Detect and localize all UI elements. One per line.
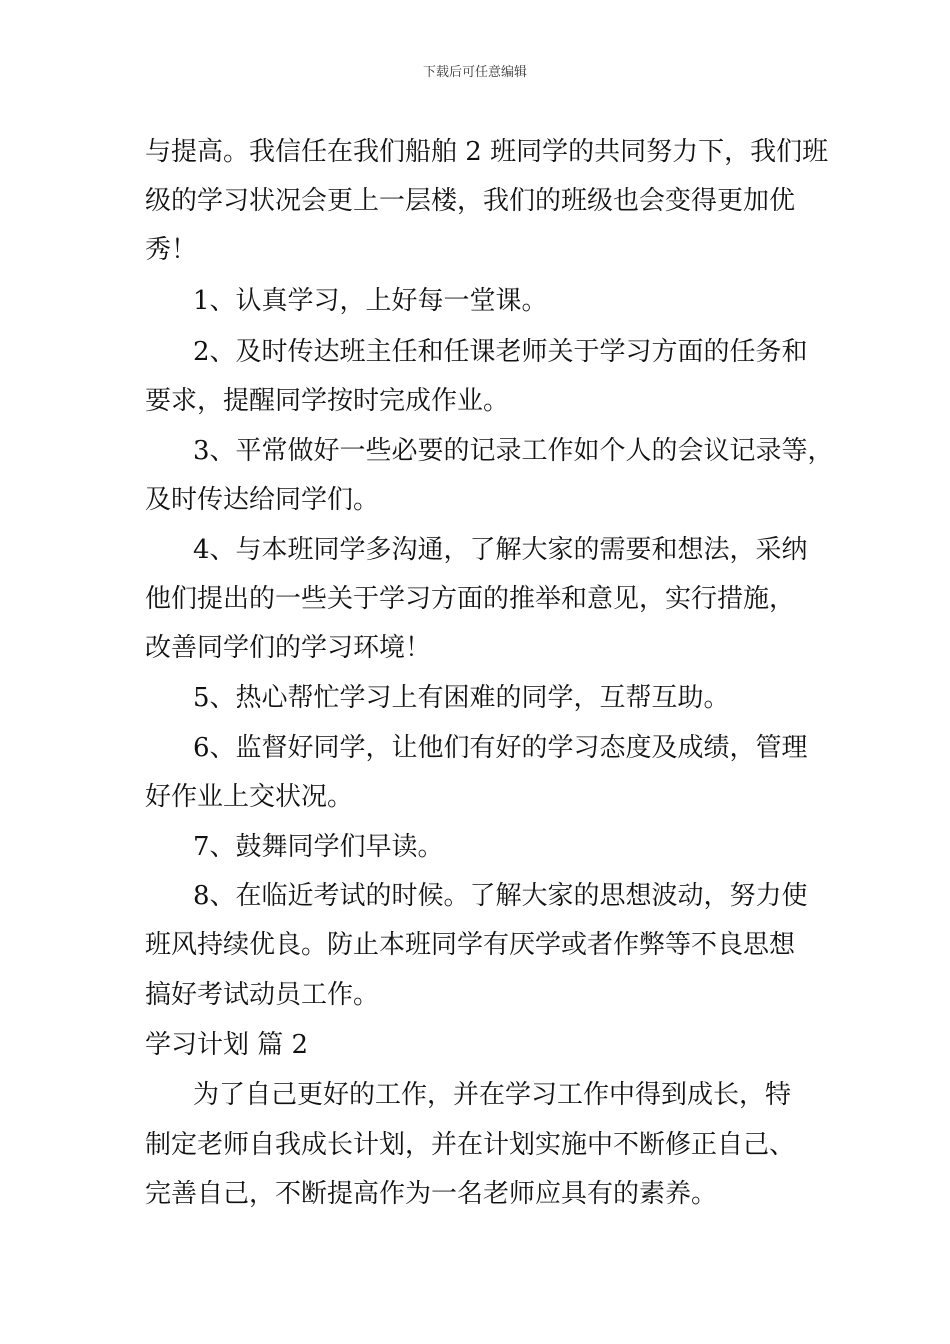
section-paragraph-line: 为了自己更好的工作，并在学习工作中得到成长，特 xyxy=(193,1080,792,1110)
list-item-8-continued: 搞好考试动员工作。 xyxy=(145,980,380,1010)
paragraph-line: 秀！ xyxy=(145,235,198,265)
section-heading: 学习计划 篇 2 xyxy=(145,1030,309,1060)
section-paragraph-line: 完善自己，不断提高作为一名老师应具有的素养。 xyxy=(145,1179,718,1209)
list-item-2-continued: 要求，提醒同学按时完成作业。 xyxy=(145,386,510,416)
paragraph-line: 与提高。我信任在我们船舶 2 班同学的共同努力下，我们班 xyxy=(145,137,829,167)
list-item-4-continued: 改善同学们的学习环境！ xyxy=(145,633,432,663)
list-item-8-continued: 班风持续优良。防止本班同学有厌学或者作弊等不良思想 xyxy=(145,930,796,960)
list-item-3-continued: 及时传达给同学们。 xyxy=(145,485,380,515)
list-item-7: 7、鼓舞同学们早读。 xyxy=(193,832,444,862)
list-item-3: 3、平常做好一些必要的记录工作如个人的会议记录等， xyxy=(193,436,834,466)
list-item-4: 4、与本班同学多沟通，了解大家的需要和想法，采纳 xyxy=(193,535,808,565)
section-paragraph-line: 制定老师自我成长计划，并在计划实施中不断修正自己、 xyxy=(145,1130,796,1160)
list-item-2: 2、及时传达班主任和任课老师关于学习方面的任务和 xyxy=(193,337,808,367)
list-item-6: 6、监督好同学，让他们有好的学习态度及成绩，管理 xyxy=(193,733,808,763)
list-item-1: 1、认真学习，上好每一堂课。 xyxy=(193,286,548,316)
list-item-8: 8、在临近考试的时候。了解大家的思想波动，努力使 xyxy=(193,881,808,911)
page-header-note: 下载后可任意编辑 xyxy=(422,65,527,80)
list-item-6-continued: 好作业上交状况。 xyxy=(145,782,354,812)
list-item-5: 5、热心帮忙学习上有困难的同学，互帮互助。 xyxy=(193,683,730,713)
list-item-4-continued: 他们提出的一些关于学习方面的推举和意见，实行措施， xyxy=(145,584,796,614)
paragraph-line: 级的学习状况会更上一层楼，我们的班级也会变得更加优 xyxy=(145,186,796,216)
